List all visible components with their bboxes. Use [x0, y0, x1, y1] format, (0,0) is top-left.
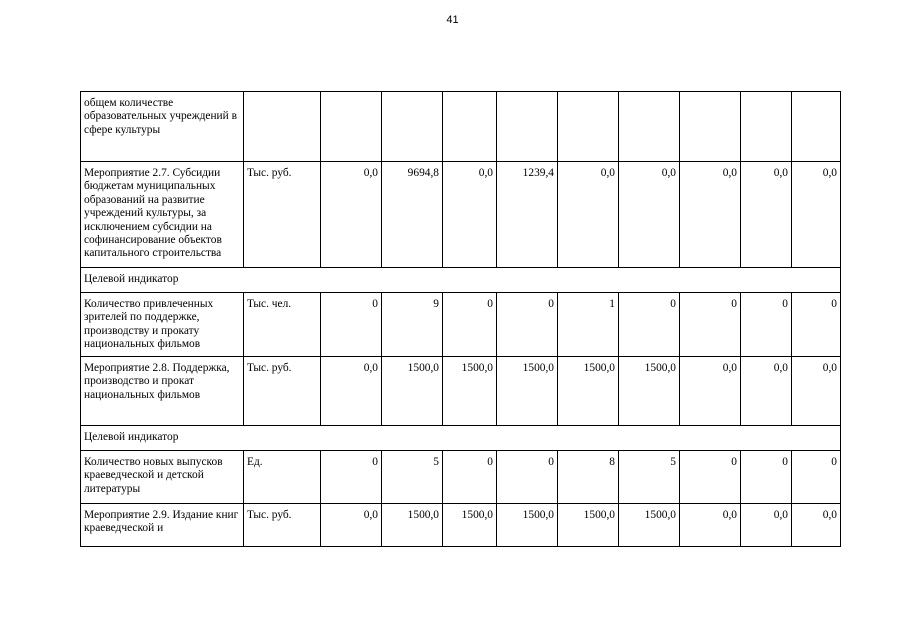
unit-cell: Тыс. руб.: [244, 162, 321, 268]
value-cell: 0: [619, 293, 680, 357]
value-cell: 0: [497, 293, 558, 357]
value-cell: 0,0: [443, 162, 497, 268]
table-row: [81, 92, 841, 162]
value-cell: 0,0: [792, 357, 841, 426]
value-cell: 1500,0: [497, 504, 558, 547]
value-cell: 1500,0: [558, 504, 619, 547]
value-cell: [619, 92, 680, 162]
value-cell: [680, 92, 741, 162]
value-cell: 0,0: [741, 357, 792, 426]
table-row: [81, 357, 841, 426]
value-cell: 1500,0: [619, 357, 680, 426]
value-cell: 1500,0: [443, 357, 497, 426]
unit-cell: Тыс. руб.: [244, 357, 321, 426]
value-cell: [558, 92, 619, 162]
value-cell: 1500,0: [497, 357, 558, 426]
table-row: [81, 451, 841, 504]
value-cell: 1500,0: [558, 357, 619, 426]
value-cell: 5: [382, 451, 443, 504]
indicator-name-cell: Количество привлеченных зрителей по поддержке, производству и прокату национальных фильмов: [81, 293, 244, 357]
section-heading: Целевой индикатор: [81, 268, 841, 293]
value-cell: [497, 92, 558, 162]
activity-name-cell: Мероприятие 2.9. Издание книг краеведческой и: [81, 504, 244, 547]
value-cell: 0: [792, 293, 841, 357]
value-cell: 0,0: [741, 162, 792, 268]
value-cell: 0,0: [792, 162, 841, 268]
section-heading: Целевой индикатор: [81, 426, 841, 451]
value-cell: 0,0: [321, 162, 382, 268]
value-cell: 0: [680, 451, 741, 504]
value-cell: 0: [497, 451, 558, 504]
value-cell: 0,0: [619, 162, 680, 268]
value-cell: 0,0: [680, 504, 741, 547]
page-number: 41: [446, 14, 459, 26]
unit-cell: Тыс. чел.: [244, 293, 321, 357]
value-cell: 1500,0: [619, 504, 680, 547]
value-cell: [792, 92, 841, 162]
table-row: [81, 293, 841, 357]
value-cell: 8: [558, 451, 619, 504]
value-cell: 0: [321, 293, 382, 357]
value-cell: [382, 92, 443, 162]
value-cell: 0,0: [741, 504, 792, 547]
value-cell: 1500,0: [382, 357, 443, 426]
value-cell: 0: [792, 451, 841, 504]
value-cell: 1239,4: [497, 162, 558, 268]
section-row: [81, 268, 841, 293]
value-cell: [741, 92, 792, 162]
value-cell: 0,0: [680, 357, 741, 426]
budget-table: [80, 91, 841, 547]
indicator-name-cell: Количество новых выпусков краеведческой и детской литературы: [81, 451, 244, 504]
table-row: [81, 162, 841, 268]
value-cell: 1500,0: [382, 504, 443, 547]
value-cell: [321, 92, 382, 162]
unit-cell: Тыс. руб.: [244, 504, 321, 547]
value-cell: 0,0: [558, 162, 619, 268]
activity-name-cell: Мероприятие 2.7. Субсидии бюджетам муниципальных образований на развитие учреждений культуры, за исключением субсидии на софинансирование объектов капитального строительства: [81, 162, 244, 268]
value-cell: 0: [741, 293, 792, 357]
table-row: [81, 504, 841, 547]
value-cell: [443, 92, 497, 162]
activity-name-cell: Мероприятие 2.8. Поддержка, производство и прокат национальных фильмов: [81, 357, 244, 426]
value-cell: 9: [382, 293, 443, 357]
value-cell: 5: [619, 451, 680, 504]
value-cell: 0: [443, 293, 497, 357]
indicator-name-cell: общем количестве образовательных учреждений в сфере культуры: [81, 92, 244, 162]
value-cell: 0,0: [680, 162, 741, 268]
value-cell: 0: [741, 451, 792, 504]
value-cell: 1500,0: [443, 504, 497, 547]
unit-cell: Ед.: [244, 451, 321, 504]
unit-cell: [244, 92, 321, 162]
section-row: [81, 426, 841, 451]
value-cell: 9694,8: [382, 162, 443, 268]
value-cell: 0: [680, 293, 741, 357]
value-cell: 0,0: [321, 357, 382, 426]
value-cell: 0: [443, 451, 497, 504]
value-cell: 0: [321, 451, 382, 504]
value-cell: 0,0: [792, 504, 841, 547]
value-cell: 0,0: [321, 504, 382, 547]
value-cell: 1: [558, 293, 619, 357]
